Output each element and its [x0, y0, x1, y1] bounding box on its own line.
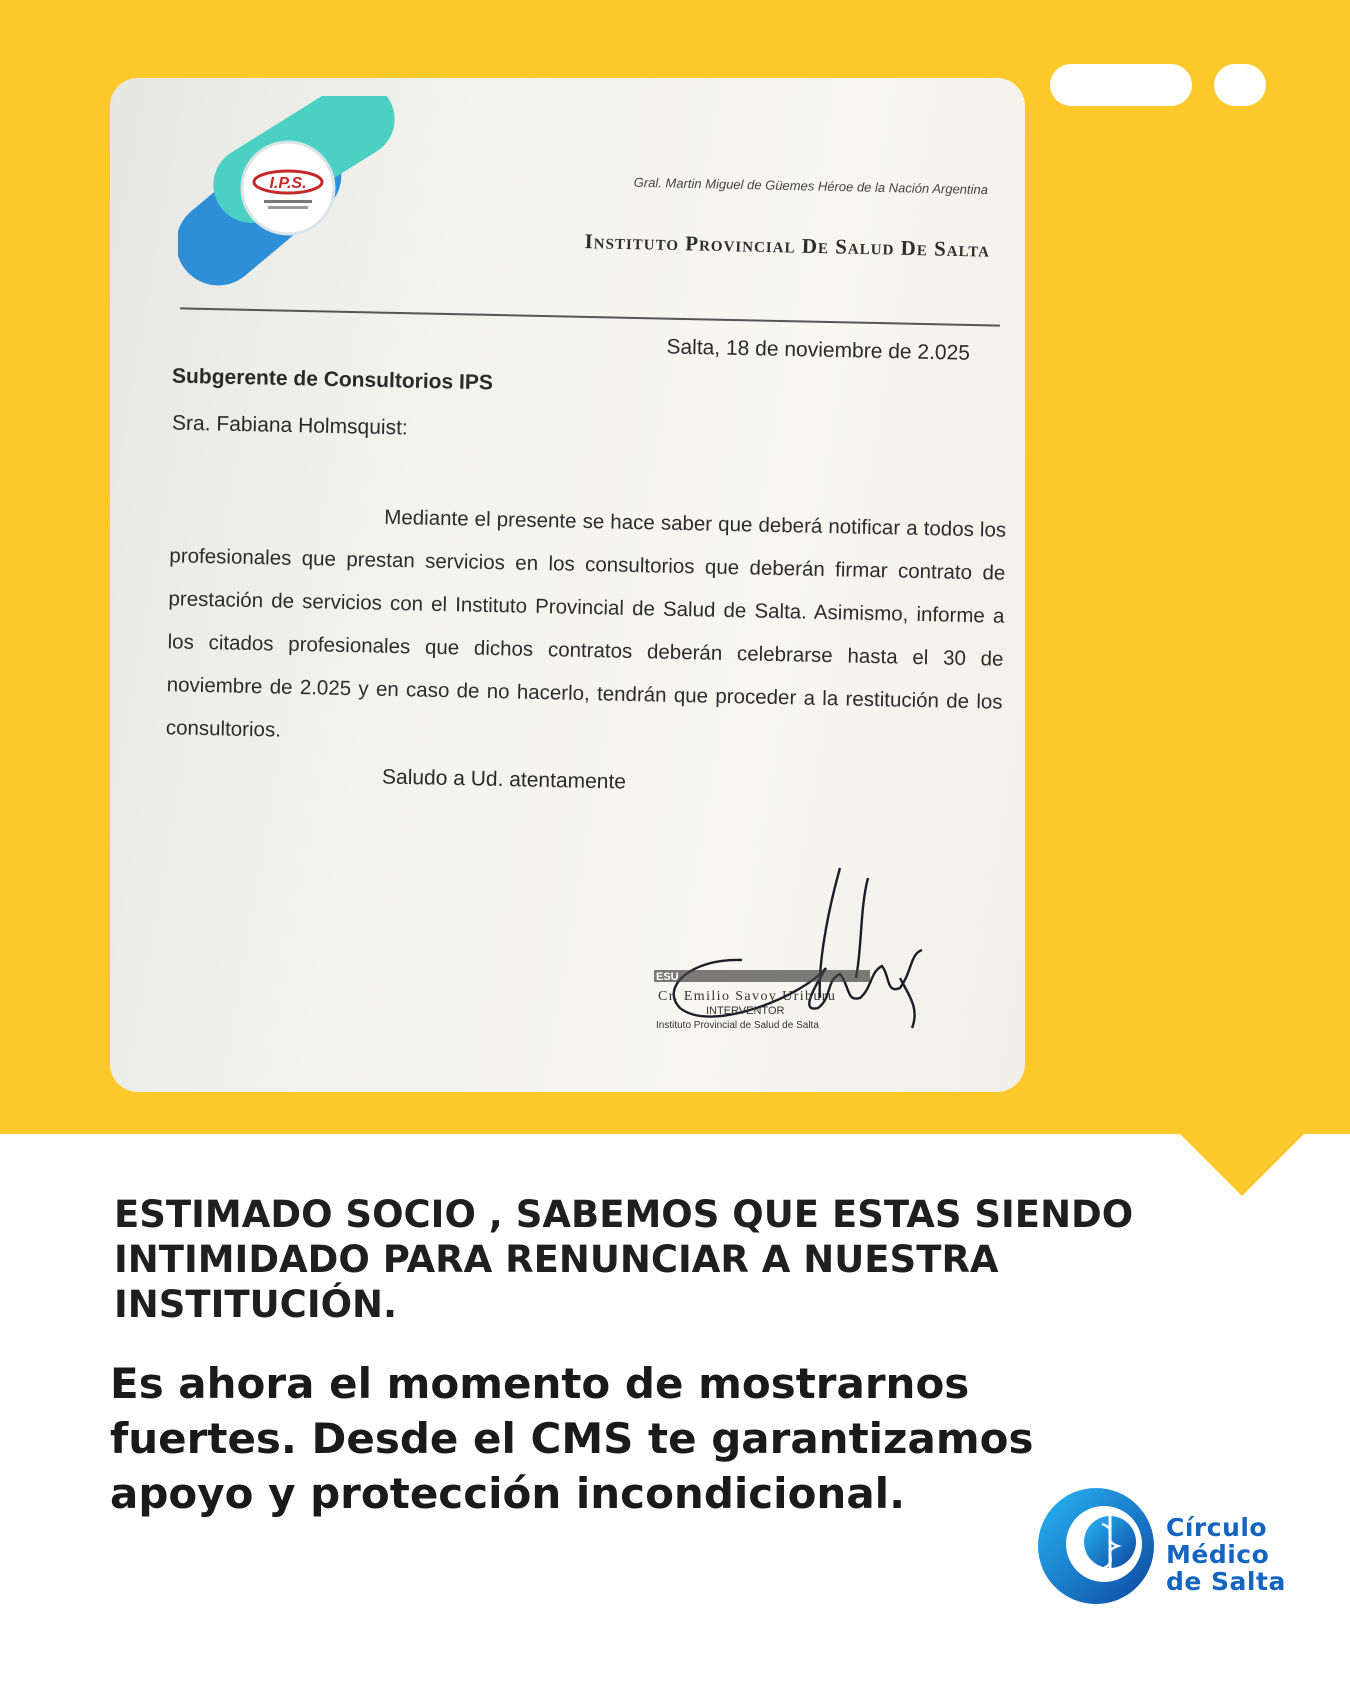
- letter-date: Salta, 18 de noviembre de 2.025: [666, 335, 971, 365]
- stamp-org: Instituto Provincial de Salud de Salta: [656, 1020, 819, 1031]
- signature-scribble: [674, 868, 922, 1028]
- decorative-pill-long: [1050, 64, 1192, 106]
- headline: ESTIMADO SOCIO , SABEMOS QUE ESTAS SIENDO INTIMIDADO PARA RENUNCIAR A NUESTRA INSTITUCIÓN.: [114, 1193, 1134, 1326]
- letterhead-institution: Instituto Provincial De Salud De Salta: [584, 229, 991, 262]
- cms-logo-line3: de Salta: [1166, 1567, 1286, 1596]
- recipient-name: Sra. Fabiana Holmsquist:: [171, 411, 409, 440]
- cms-logo-name: [1166, 1514, 1296, 1595]
- letter-closing: Saludo a Ud. atentamente: [381, 765, 627, 794]
- letterhead-divider: [180, 307, 1000, 326]
- recipient-title: Subgerente de Consultorios IPS: [171, 364, 494, 395]
- stamp-role: INTERVENTOR: [706, 1005, 785, 1017]
- signature-stamp: [650, 848, 930, 1048]
- svg-text:ESU: ESU: [656, 971, 679, 983]
- support-message: Es ahora el momento de mostrarnos fuertes. Desde el CMS te garantizamos apoyo y protección incondicional.: [110, 1359, 1034, 1518]
- stamp-name: Cr. Emilio Savoy Uriburu: [658, 989, 837, 1004]
- decorative-pill-short: [1214, 64, 1266, 106]
- speech-pointer-triangle: [1180, 1134, 1304, 1196]
- cms-logo-line2: Médico: [1166, 1540, 1270, 1569]
- letterhead-motto: Gral. Martin Miguel de Güemes Héroe de la Nación Argentina: [633, 174, 989, 198]
- ips-logo: [178, 96, 408, 296]
- letter-photo: [110, 78, 1025, 1092]
- letter-body: Mediante el presente se hace saber que deberá notificar a todos los profesionales que prestan servicios en los consultorios que deberán firmar contrato de prestación de servicios con el Instituto Provincial de Salud de Salta. Asimismo, informe a los citados profesionales que dichos contratos deberán celebrarse hasta el 30 de noviembre de 2.025 y en caso de no hacerlo, tendrán que proceder a la restitución de los consultorios.: [165, 505, 1007, 742]
- cms-logo-line1: Círculo: [1166, 1513, 1268, 1542]
- ips-logo-text: I.P.S.: [269, 175, 307, 192]
